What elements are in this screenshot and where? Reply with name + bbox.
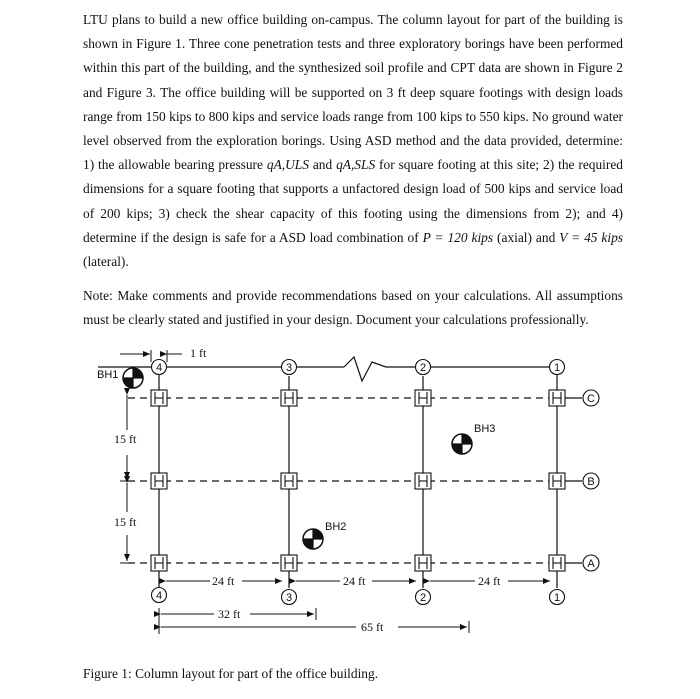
- q-uls-symbol: qA,ULS: [266, 157, 309, 173]
- dim-label-bay-1: 24 ft: [212, 574, 235, 588]
- column-a3: [281, 555, 297, 571]
- column-grid-lines: [159, 370, 557, 588]
- boring-bh1: [123, 368, 143, 388]
- dim-label-row-spacing-2: 15 ft: [114, 515, 137, 529]
- bottom-bubble-label-4: 4: [155, 590, 163, 602]
- dim-label-bay-2: 24 ft: [343, 574, 366, 588]
- dim-one-ft: [120, 350, 182, 362]
- column-a1: [549, 555, 565, 571]
- overall-dims: [159, 608, 469, 634]
- figure-caption: Figure 1: Column layout for part of the office building.: [83, 666, 379, 681]
- boring-label-bh2: BH2: [325, 521, 347, 533]
- bottom-bubble-label-1: 1: [553, 592, 561, 604]
- q-sls-symbol: qA,SLS: [336, 157, 376, 173]
- row-line-stubs: [565, 398, 582, 563]
- column-c3: [281, 390, 297, 406]
- problem-text-5: (lateral).: [83, 254, 129, 270]
- dim-label-one-ft: 1 ft: [190, 346, 207, 360]
- dim-label-total: 65 ft: [361, 620, 384, 634]
- dim-label-row-spacing-1: 15 ft: [114, 432, 137, 446]
- problem-text-1: LTU plans to build a new office building on-campus. The column layout for part of the building is shown in Figure 1. Three cone penetration tests and three exploratory borings have been performed within this part of the building, and the synthesized soil profile and CPT data are shown in Figure 2 and Figure 3. The office building will be supported on 3 ft deep square footings with design loads range from 150 kips to 800 kips and service loads range from 100 kips to 550 kips. No ground water level observed from the exploration borings. Using ASD method and the data provided, determine: 1) the allowable bearing pressure: [83, 12, 623, 173]
- column-c4: [151, 390, 167, 406]
- column-a2: [415, 555, 431, 571]
- problem-text-2: and: [308, 157, 337, 173]
- row-bubble-label-a: A: [587, 558, 595, 570]
- boring-bh2: [303, 529, 323, 549]
- row-bubble-label-b: B: [587, 476, 595, 488]
- column-a4: [151, 555, 167, 571]
- dim-label-to-line-3: 32 ft: [218, 607, 241, 621]
- top-bubble-label-3: 3: [285, 362, 293, 374]
- boring-label-bh3: BH3: [474, 423, 496, 435]
- top-bubble-label-4: 4: [155, 362, 163, 374]
- note-paragraph: Note: Make comments and provide recommendations based on your calculations. All assumptions must be clearly stated and justified in your design. Document your calculations professionally.: [83, 288, 623, 328]
- vertical-dims: [120, 395, 134, 563]
- column-c2: [415, 390, 431, 406]
- top-bubble-label-2: 2: [419, 362, 427, 374]
- axial-load: P = 120 kips: [422, 229, 494, 245]
- column-c1: [549, 390, 565, 406]
- bottom-column-bubbles: [152, 588, 565, 605]
- bottom-bubble-label-3: 3: [285, 592, 293, 604]
- dim-label-bay-3: 24 ft: [478, 574, 501, 588]
- top-bubble-label-1: 1: [553, 362, 561, 374]
- problem-text-4: (axial) and: [493, 229, 560, 245]
- column-b4: [151, 473, 167, 489]
- column-b3: [281, 473, 297, 489]
- lateral-load: V = 45 kips: [559, 229, 623, 245]
- bottom-bubble-label-2: 2: [419, 592, 427, 604]
- problem-text-3: for square footing at this site; 2) the required dimensions for a square footing that supports a unfactored design load of 500 kips and service load of 200 kips; 3) check the shear capacity of this footing using the dimensions from 2); and 4) determine if the design is safe for a ASD load combination of: [83, 157, 623, 245]
- column-b1: [549, 473, 565, 489]
- boring-bh3: [452, 434, 472, 454]
- boring-label-bh1: BH1: [97, 369, 119, 381]
- row-bubble-label-c: C: [587, 393, 595, 405]
- column-b2: [415, 473, 431, 489]
